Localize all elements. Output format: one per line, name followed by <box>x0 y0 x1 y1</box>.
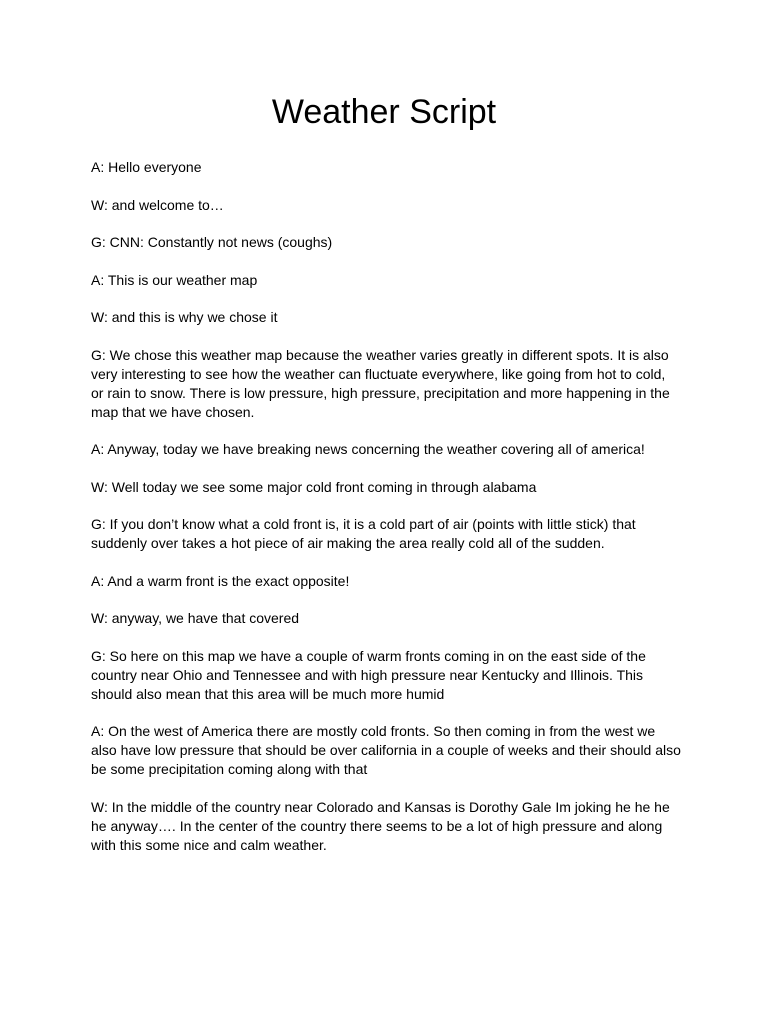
script-line: G: CNN: Constantly not news (coughs) <box>91 234 333 250</box>
script-body <box>91 158 681 873</box>
script-line: A: Hello everyone <box>91 159 202 175</box>
script-line: W: Well today we see some major cold front coming in through alabama <box>91 478 537 495</box>
script-line: A: And a warm front is the exact opposite! <box>91 572 350 589</box>
script-line: A: Anyway, today we have breaking news concerning the weather covering all of america! <box>91 441 645 457</box>
script-line: G: If you don’t know what a cold front is, it is a cold part of air (points with little stick) that suddenly over takes a hot piece of air making the area really cold all of the sudden. <box>91 516 636 551</box>
script-line: G: We chose this weather map because the weather varies greatly in different spots. It is also very interesting to see how the weather can fluctuate everywhere, like going from hot to cold, or rain to snow. There is low pressure, high pressure, precipitation and more happening in the map that we have chosen. <box>91 346 670 420</box>
script-line: W: In the middle of the country near Colorado and Kansas is Dorothy Gale Im joking he he he he anyway…. In the center of the country there seems to be a lot of high pressure and along with this some nice and calm weather. <box>91 798 670 853</box>
script-line: A: On the west of America there are mostly cold fronts. So then coming in from the west we also have low pressure that should be over california in a couple of weeks and their should also be some precipitation coming along with that <box>91 723 681 777</box>
script-line: W: anyway, we have that covered <box>91 610 300 626</box>
document-title: Weather Script <box>271 93 497 131</box>
script-line: A: This is our weather map <box>91 271 258 288</box>
script-line: G: So here on this map we have a couple of warm fronts coming in on the east side of the country near Ohio and Tennessee and with high pressure near Kentucky and Illinois. This should also mean that this area will be much more humid <box>91 647 646 702</box>
script-line: W: and welcome to… <box>91 196 224 213</box>
script-line: W: and this is why we chose it <box>91 309 278 325</box>
